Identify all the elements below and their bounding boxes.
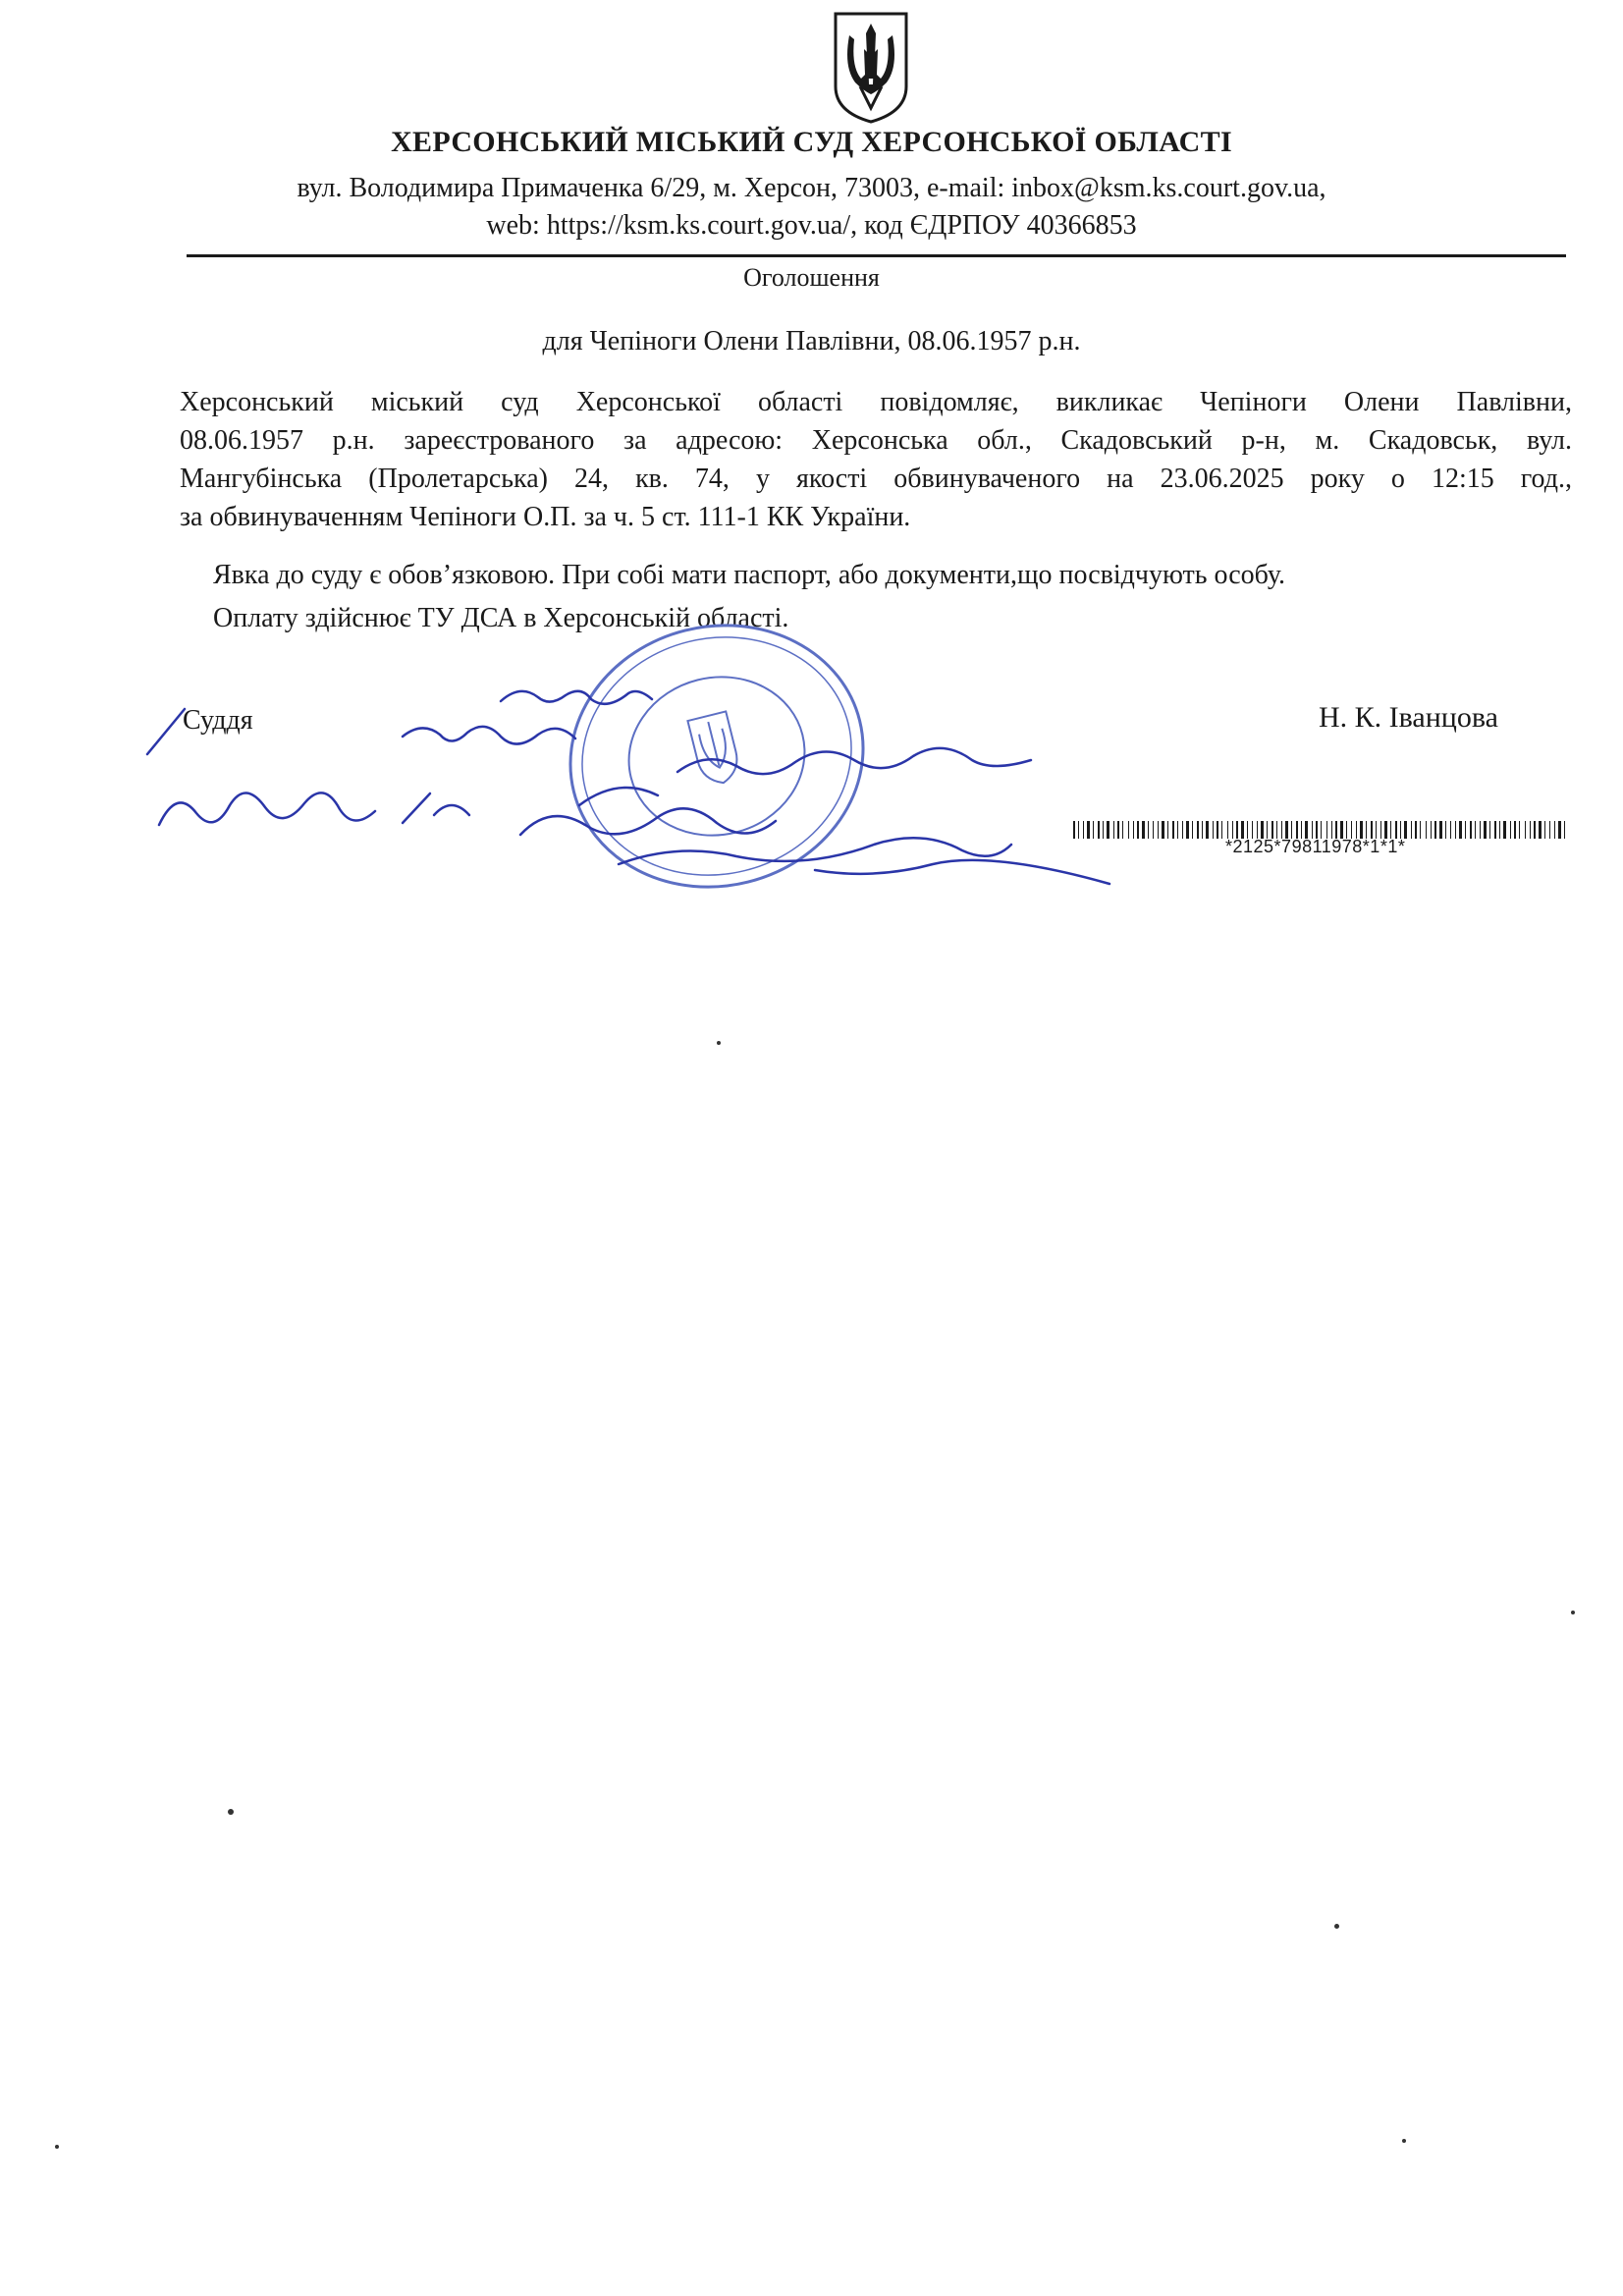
barcode-bar <box>1167 821 1168 839</box>
barcode-bar <box>1530 821 1531 839</box>
barcode-bar <box>1078 821 1079 839</box>
barcode-bar <box>1470 821 1472 839</box>
scan-speck <box>228 1809 234 1815</box>
barcode-bar <box>1113 821 1114 839</box>
barcode-bar <box>1217 821 1218 839</box>
barcode-bar <box>1499 821 1500 839</box>
barcode-bar <box>1133 821 1134 839</box>
judge-name-label: Н. К. Іванцова <box>1319 701 1498 734</box>
barcode-bar <box>1197 821 1199 839</box>
trident-emblem-icon <box>828 10 914 126</box>
barcode-bar <box>1142 821 1145 839</box>
barcode-bar <box>1098 821 1100 839</box>
barcode-bar <box>1510 821 1511 839</box>
barcode-bar <box>1558 821 1561 839</box>
barcode-bar <box>1426 821 1427 839</box>
barcode-bar <box>1494 821 1496 839</box>
barcode-bar <box>1087 821 1090 839</box>
scan-speck <box>55 2145 59 2149</box>
barcode-bar <box>1153 821 1154 839</box>
barcode-bar <box>1128 821 1129 839</box>
barcode-bar <box>1206 821 1209 839</box>
barcode-bar <box>1514 821 1516 839</box>
barcode-bar <box>1117 821 1119 839</box>
barcode-bar <box>1213 821 1214 839</box>
barcode-bar <box>1484 821 1487 839</box>
barcode-bar <box>1489 821 1490 839</box>
announcement-body <box>180 383 1572 536</box>
barcode-bar <box>1172 821 1174 839</box>
barcode-bar <box>1519 821 1520 839</box>
barcode-bar <box>1411 821 1412 839</box>
barcode-bar <box>1554 821 1555 839</box>
body-line: 08.06.1957 р.н. зареєстрованого за адресою: Херсонська обл., Скадовський р-н, м. Скадовськ, вул. <box>180 425 1572 456</box>
barcode-bar <box>1415 821 1417 839</box>
barcode-bar <box>1202 821 1203 839</box>
court-address-line: вул. Володимира Примаченка 6/29, м. Херсон, 73003, e-mail: inbox@ksm.ks.court.gov.ua, <box>297 173 1326 203</box>
barcode-bar <box>1544 821 1545 839</box>
barcode-bar <box>1192 821 1193 839</box>
scan-speck <box>1334 1924 1339 1929</box>
barcode-bar <box>1450 821 1451 839</box>
barcode-bar <box>1465 821 1466 839</box>
scan-speck <box>1571 1611 1575 1614</box>
payment-note: Оплату здійснює ТУ ДСА в Херсонській області. <box>213 603 789 633</box>
document-type-title: Оголошення <box>743 263 880 292</box>
barcode-bar <box>1073 821 1075 839</box>
barcode-bar <box>1186 821 1189 839</box>
barcode-bar <box>1107 821 1109 839</box>
barcode-bar <box>1525 821 1526 839</box>
header-divider <box>187 254 1566 257</box>
barcode-bar <box>1162 821 1164 839</box>
barcode-bar <box>1122 821 1123 839</box>
barcode-bar <box>1475 821 1476 839</box>
barcode-bar <box>1503 821 1506 839</box>
scan-speck <box>1402 2139 1406 2143</box>
barcode-bar <box>1420 821 1421 839</box>
barcode-bar <box>1564 821 1565 839</box>
barcode-bar <box>1480 821 1481 839</box>
addressee-line: для Чепіноги Олени Павлівни, 08.06.1957 р.н. <box>542 326 1081 356</box>
barcode-bar <box>1431 821 1432 839</box>
barcode-bar <box>1439 821 1442 839</box>
barcode-bar <box>1434 821 1436 839</box>
court-name-heading: ХЕРСОНСЬКИЙ МІСЬКИЙ СУД ХЕРСОНСЬКОЇ ОБЛАСТІ <box>391 126 1232 158</box>
body-line: за обвинуваченням Чепіноги О.П. за ч. 5 ст. 111-1 КК України. <box>180 502 911 532</box>
barcode-bar <box>1182 821 1183 839</box>
barcode-bar <box>1445 821 1446 839</box>
body-line: Херсонський міський суд Херсонської області повідомляє, викликає Чепіноги Олени Павлівни, <box>180 387 1572 417</box>
body-line: Мангубінська (Пролетарська) 24, кв. 74, у якості обвинуваченого на 23.06.2025 року о 12:15 год., <box>180 464 1572 494</box>
barcode-bar <box>1158 821 1159 839</box>
barcode-bar <box>1137 821 1139 839</box>
barcode-bar <box>1103 821 1104 839</box>
barcode-bar <box>1534 821 1536 839</box>
handwritten-certification-signature <box>128 678 1129 913</box>
court-web-line: web: https://ksm.ks.court.gov.ua/, код ЄДРПОУ 40366853 <box>486 210 1137 241</box>
barcode-bar <box>1539 821 1542 839</box>
barcode-bar <box>1455 821 1456 839</box>
scan-speck <box>717 1041 721 1045</box>
barcode-bar <box>1148 821 1149 839</box>
barcode-bar <box>1459 821 1462 839</box>
barcode-bar <box>1177 821 1178 839</box>
barcode-bar <box>1221 821 1222 839</box>
judge-title-label: Суддя <box>183 705 253 736</box>
barcode-bar <box>1093 821 1094 839</box>
barcode-bar <box>1549 821 1550 839</box>
barcode-number: *2125*79811978*1*1* <box>1225 837 1406 856</box>
barcode-bar <box>1083 821 1084 839</box>
attendance-note: Явка до суду є обов’язковою. При собі мати паспорт, або документи,що посвідчують особу. <box>213 560 1286 590</box>
